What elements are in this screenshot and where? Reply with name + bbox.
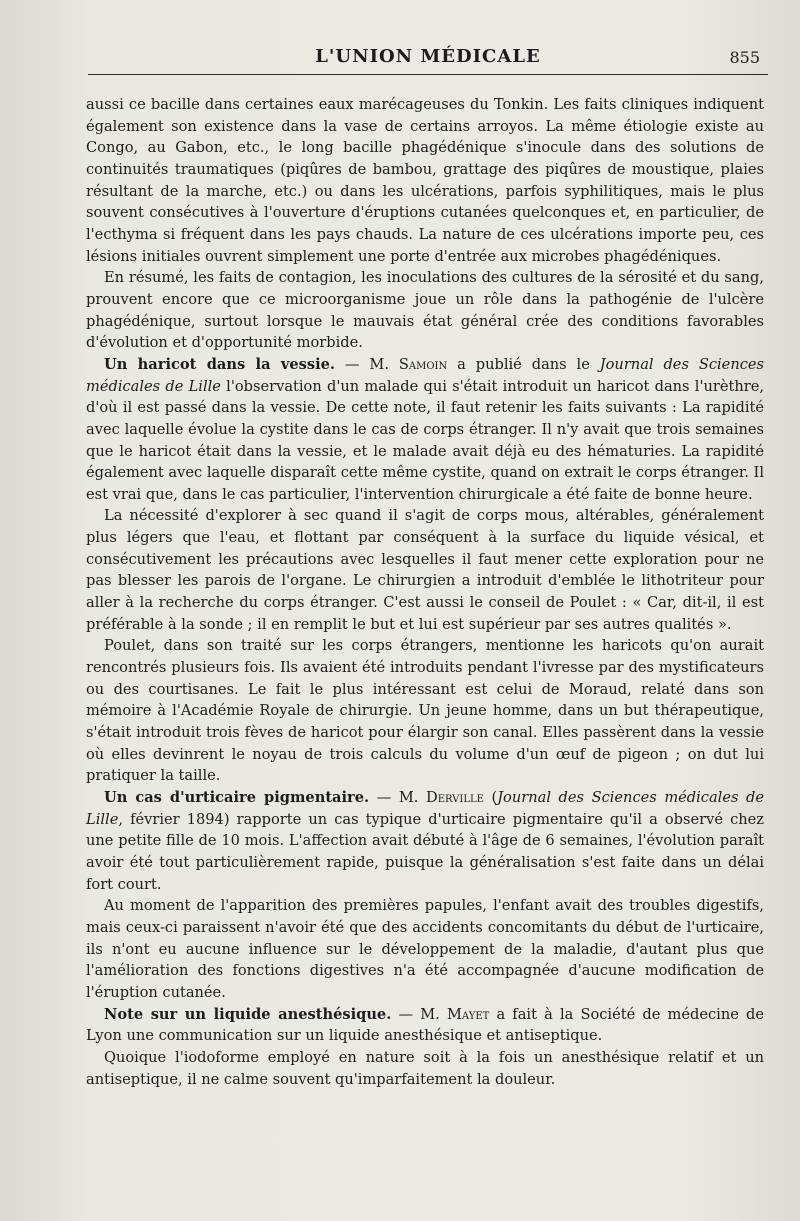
paragraph-iodoforme: Quoique l'iodoforme employé en nature soit à la fois un anesthésique relatif et un antiseptique, il ne calme souvent qu'imparfaitement la douleur.: [86, 1048, 764, 1088]
paragraph-exploration: La nécessité d'explorer à sec quand il s'agit de corps mous, altérables, généralement plus légers que l'eau, et flottant par conséquent à la surface du liquide vésical, et consécutivement les précautions avec lesquelles il faut mener cette exploration pour ne pas blesser les parois de l'organe. Le chirurgien a introduit d'emblée le lithotriteur pour aller à la recherche du corps étranger. C'est aussi le conseil de Poulet : « Car, dit-il, il est préférable à la sonde ; il en remplit le but et lui est supérieur par ses autres qualités ».: [86, 507, 764, 633]
article-body: [86, 94, 764, 1090]
paragraph-poulet: Poulet, dans son traité sur les corps étrangers, mentionne les haricots qu'on aurait rencontrés plusieurs fois. Ils avaient été introduits pendant l'ivresse par des mystificateurs ou des courtisanes. Le fait le plus intéressant est celui de Moraud, relaté dans son mémoire à l'Académie Royale de chirurgie. Un jeune homme, dans un but thérapeutique, s'était introduit trois fèves de haricot pour élargir son canal. Elles passèrent dans la vessie où elles devinrent le noyau de trois calculs du volume d'un œuf de pigeon ; on dut lui pratiquer la taille.: [86, 637, 764, 785]
text-run: a publié dans le: [447, 355, 600, 373]
paragraph-anesthesique: [86, 1004, 764, 1047]
header-rule: [88, 74, 768, 75]
paragraph-haricot: [86, 354, 764, 506]
running-title: L'UNION MÉDICALE: [315, 46, 541, 67]
section-heading: Un haricot dans la vessie.: [104, 355, 335, 373]
section-heading: Note sur un liquide anesthésique.: [104, 1005, 392, 1023]
text-run: a fait à la Société de médecine de Lyon une communication sur un liquide anesthésique et antiseptique.: [86, 1005, 764, 1045]
text-run: l'observation d'un malade qui s'était introduit un haricot dans l'urèthre, d'où il est passé dans la vessie. De cette note, il faut retenir les faits suivants : La rapidité avec laquelle évolue la cystite dans le cas de corps étranger. Il n'y avait que trois semaines que le haricot était dans la vessie, et le malade avait déjà eu des hématuries. La rapidité également avec laquelle disparaît cette même cystite, quand on extrait le corps étranger. Il est vrai que, dans le cas particulier, l'intervention chirurgicale a été faite de bonne heure.: [86, 377, 764, 503]
heading-dash: — M.: [369, 789, 426, 806]
text-run: , février 1894) rapporte un cas typique d'urticaire pigmentaire qu'il a observé chez une petite fille de 10 mois. L'affection avait débuté à l'âge de 6 semaines, l'évolution paraît avoir été tout particulièrement rapide, puisque la généralisation s'est faite dans un délai fort court.: [86, 810, 764, 893]
heading-dash: — M.: [334, 355, 399, 373]
paragraph-continuation: aussi ce bacille dans certaines eaux marécageuses du Tonkin. Les faits cliniques indiquent également son existence dans la vase de certains arroyos. La même étiologie existe au Congo, au Gabon, etc., le long bacille phagédénique s'inocule dans des solutions de continuités traumatiques (piqûres de bambou, grattage des piqûres de moustique, plaies résultant de la marche, etc.) ou dans les ulcérations, parfois syphilitiques, mais le plus souvent consécutives à l'ouverture d'éruptions cutanées quelconques et, en particulier, de l'ecthyma si fréquent dans les pays chauds. La nature de ces ulcérations importe peu, ces lésions initiales ouvrent simplement une porte d'entrée aux microbes phagédéniques.: [86, 96, 764, 265]
heading-dash: — M.: [391, 1005, 447, 1023]
paragraph-papules: Au moment de l'apparition des premières papules, l'enfant avait des troubles digestifs, mais ceux-ci paraissent n'avoir été que des accidents concomitants du début de l'urticaire, ils n'ont eu aucune influence sur le développement de la maladie, d'autant plus que l'amélioration des fonctions digestives n'a été accompagnée d'aucune modification de l'éruption cutanée.: [86, 897, 764, 1001]
journal-title: Journal des Sciences médicales de Lille: [86, 789, 765, 828]
page-number: 855: [729, 48, 760, 67]
paragraph-summary: En résumé, les faits de contagion, les inoculations des cultures de la sérosité et du sang, prouvent encore que ce microorganisme joue un rôle dans la pathogénie de l'ulcère phagédénique, surtout lorsque le mauvais état général crée des conditions favorables d'évolution et d'opportunité morbide.: [86, 269, 764, 352]
page-header: [88, 42, 768, 76]
author-name: Samoin: [398, 355, 448, 373]
author-name: Derville: [426, 789, 484, 806]
journal-title: Journal des Sciences médicales de Lille: [86, 355, 765, 395]
section-heading: Un cas d'urticaire pigmentaire.: [104, 789, 370, 806]
text-run: (: [483, 789, 498, 806]
author-name: Mayet: [446, 1005, 490, 1023]
paragraph-urticaire: [86, 787, 764, 895]
